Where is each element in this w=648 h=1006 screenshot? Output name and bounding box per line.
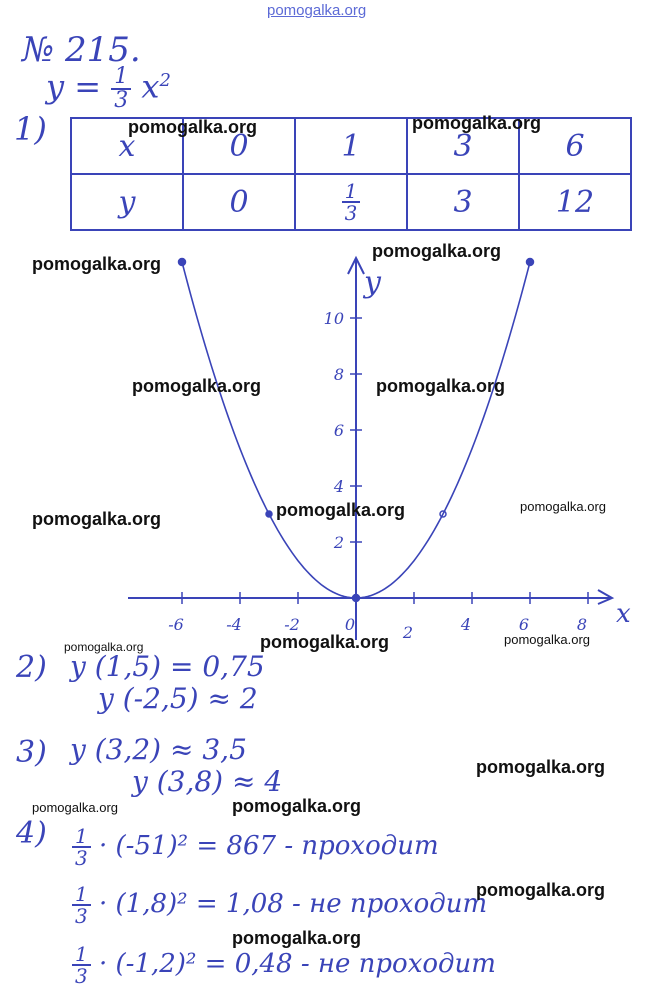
table-cell: 0 — [183, 174, 295, 230]
x-tick-label: -4 — [226, 615, 242, 634]
x-tick-label: 4 — [460, 615, 472, 634]
fraction-den: 3 — [75, 904, 88, 928]
table-cell: y — [71, 174, 183, 230]
part4-expression: · (-1,2)² = 0,48 - не проходит — [99, 949, 496, 979]
data-point — [266, 511, 272, 517]
fraction-den: 3 — [75, 964, 88, 988]
watermark: pomogalka.org — [32, 800, 118, 815]
watermark: pomogalka.org — [376, 376, 506, 396]
table-cell: 0 — [183, 118, 295, 174]
watermark: pomogalka.org — [476, 880, 606, 900]
table-cell: x — [71, 118, 183, 174]
formula-exponent: 2 — [159, 69, 171, 91]
watermark: pomogalka.org — [520, 499, 606, 514]
watermark: pomogalka.org — [32, 509, 162, 529]
formula-variable: x — [141, 67, 160, 106]
x-tick-label: -6 — [168, 615, 184, 634]
table-cell: 3 — [407, 118, 519, 174]
table-cell: 3 — [407, 174, 519, 230]
table-cell: 1 — [295, 118, 407, 174]
part3-marker: 3) — [16, 735, 47, 770]
y-tick-label: 2 — [333, 533, 344, 552]
watermark: pomogalka.org — [476, 757, 606, 777]
part3-line2: y (3,8) ≈ 4 — [132, 765, 283, 798]
part4-fraction — [72, 826, 91, 868]
watermark: pomogalka.org — [64, 640, 144, 654]
fraction-num: 1 — [72, 944, 91, 966]
formula-numerator: 1 — [111, 66, 131, 90]
part4-line2 — [72, 884, 487, 926]
y-tick-label: 10 — [323, 309, 344, 328]
y-axis-label: y — [364, 265, 381, 300]
problem-number: № 215. — [22, 30, 141, 70]
part4-line1 — [72, 826, 439, 868]
x-axis-label: x — [616, 599, 631, 629]
formula-denominator: 3 — [114, 88, 129, 113]
y-tick-label: 4 — [333, 477, 344, 496]
part2-line1: y (1,5) = 0,75 — [70, 650, 265, 683]
table-cell: 12 — [519, 174, 631, 230]
table-fraction-num: 1 — [342, 181, 361, 203]
part2-marker: 2) — [16, 650, 47, 685]
data-point — [353, 595, 360, 602]
part4-expression: · (-51)² = 867 - проходит — [99, 831, 439, 861]
part3-line1: y (3,2) ≈ 3,5 — [70, 733, 247, 766]
data-point — [527, 259, 534, 266]
y-tick-label: 6 — [333, 421, 344, 440]
watermark: pomogalka.org — [132, 376, 262, 396]
part4-fraction — [72, 944, 91, 986]
part2-line2: y (-2,5) ≈ 2 — [98, 682, 258, 715]
watermark: pomogalka.org — [372, 241, 502, 261]
part4-line3 — [72, 944, 496, 986]
x-tick-label: -2 — [284, 615, 300, 634]
part4-expression: · (1,8)² = 1,08 - не проходит — [99, 889, 488, 919]
fraction-num: 1 — [72, 884, 91, 906]
watermark: pomogalka.org — [504, 632, 590, 647]
x-tick-label: 0 — [344, 615, 356, 634]
table-cell: 6 — [519, 118, 631, 174]
fraction-den: 3 — [75, 846, 88, 870]
formula-lhs: y = — [46, 67, 102, 106]
data-point — [179, 259, 186, 266]
part1-marker: 1) — [14, 110, 47, 148]
watermark: pomogalka.org — [276, 500, 406, 520]
watermark: pomogalka.org — [260, 632, 390, 652]
table-fraction-den: 3 — [344, 201, 358, 225]
x-tick-label: 2 — [402, 623, 414, 642]
watermark: pomogalka.org — [32, 254, 162, 274]
watermark-top: pomogalka.org — [267, 2, 367, 19]
fraction-num: 1 — [72, 826, 91, 848]
part4-marker: 4) — [16, 816, 47, 851]
watermark: pomogalka.org — [412, 113, 542, 133]
y-tick-label: 8 — [333, 365, 344, 384]
x-tick-label: 8 — [576, 615, 588, 634]
x-tick-label: 6 — [518, 615, 530, 634]
watermark: pomogalka.org — [232, 796, 362, 816]
watermark: pomogalka.org — [128, 117, 258, 137]
part4-fraction — [72, 884, 91, 926]
watermark: pomogalka.org — [232, 928, 362, 948]
